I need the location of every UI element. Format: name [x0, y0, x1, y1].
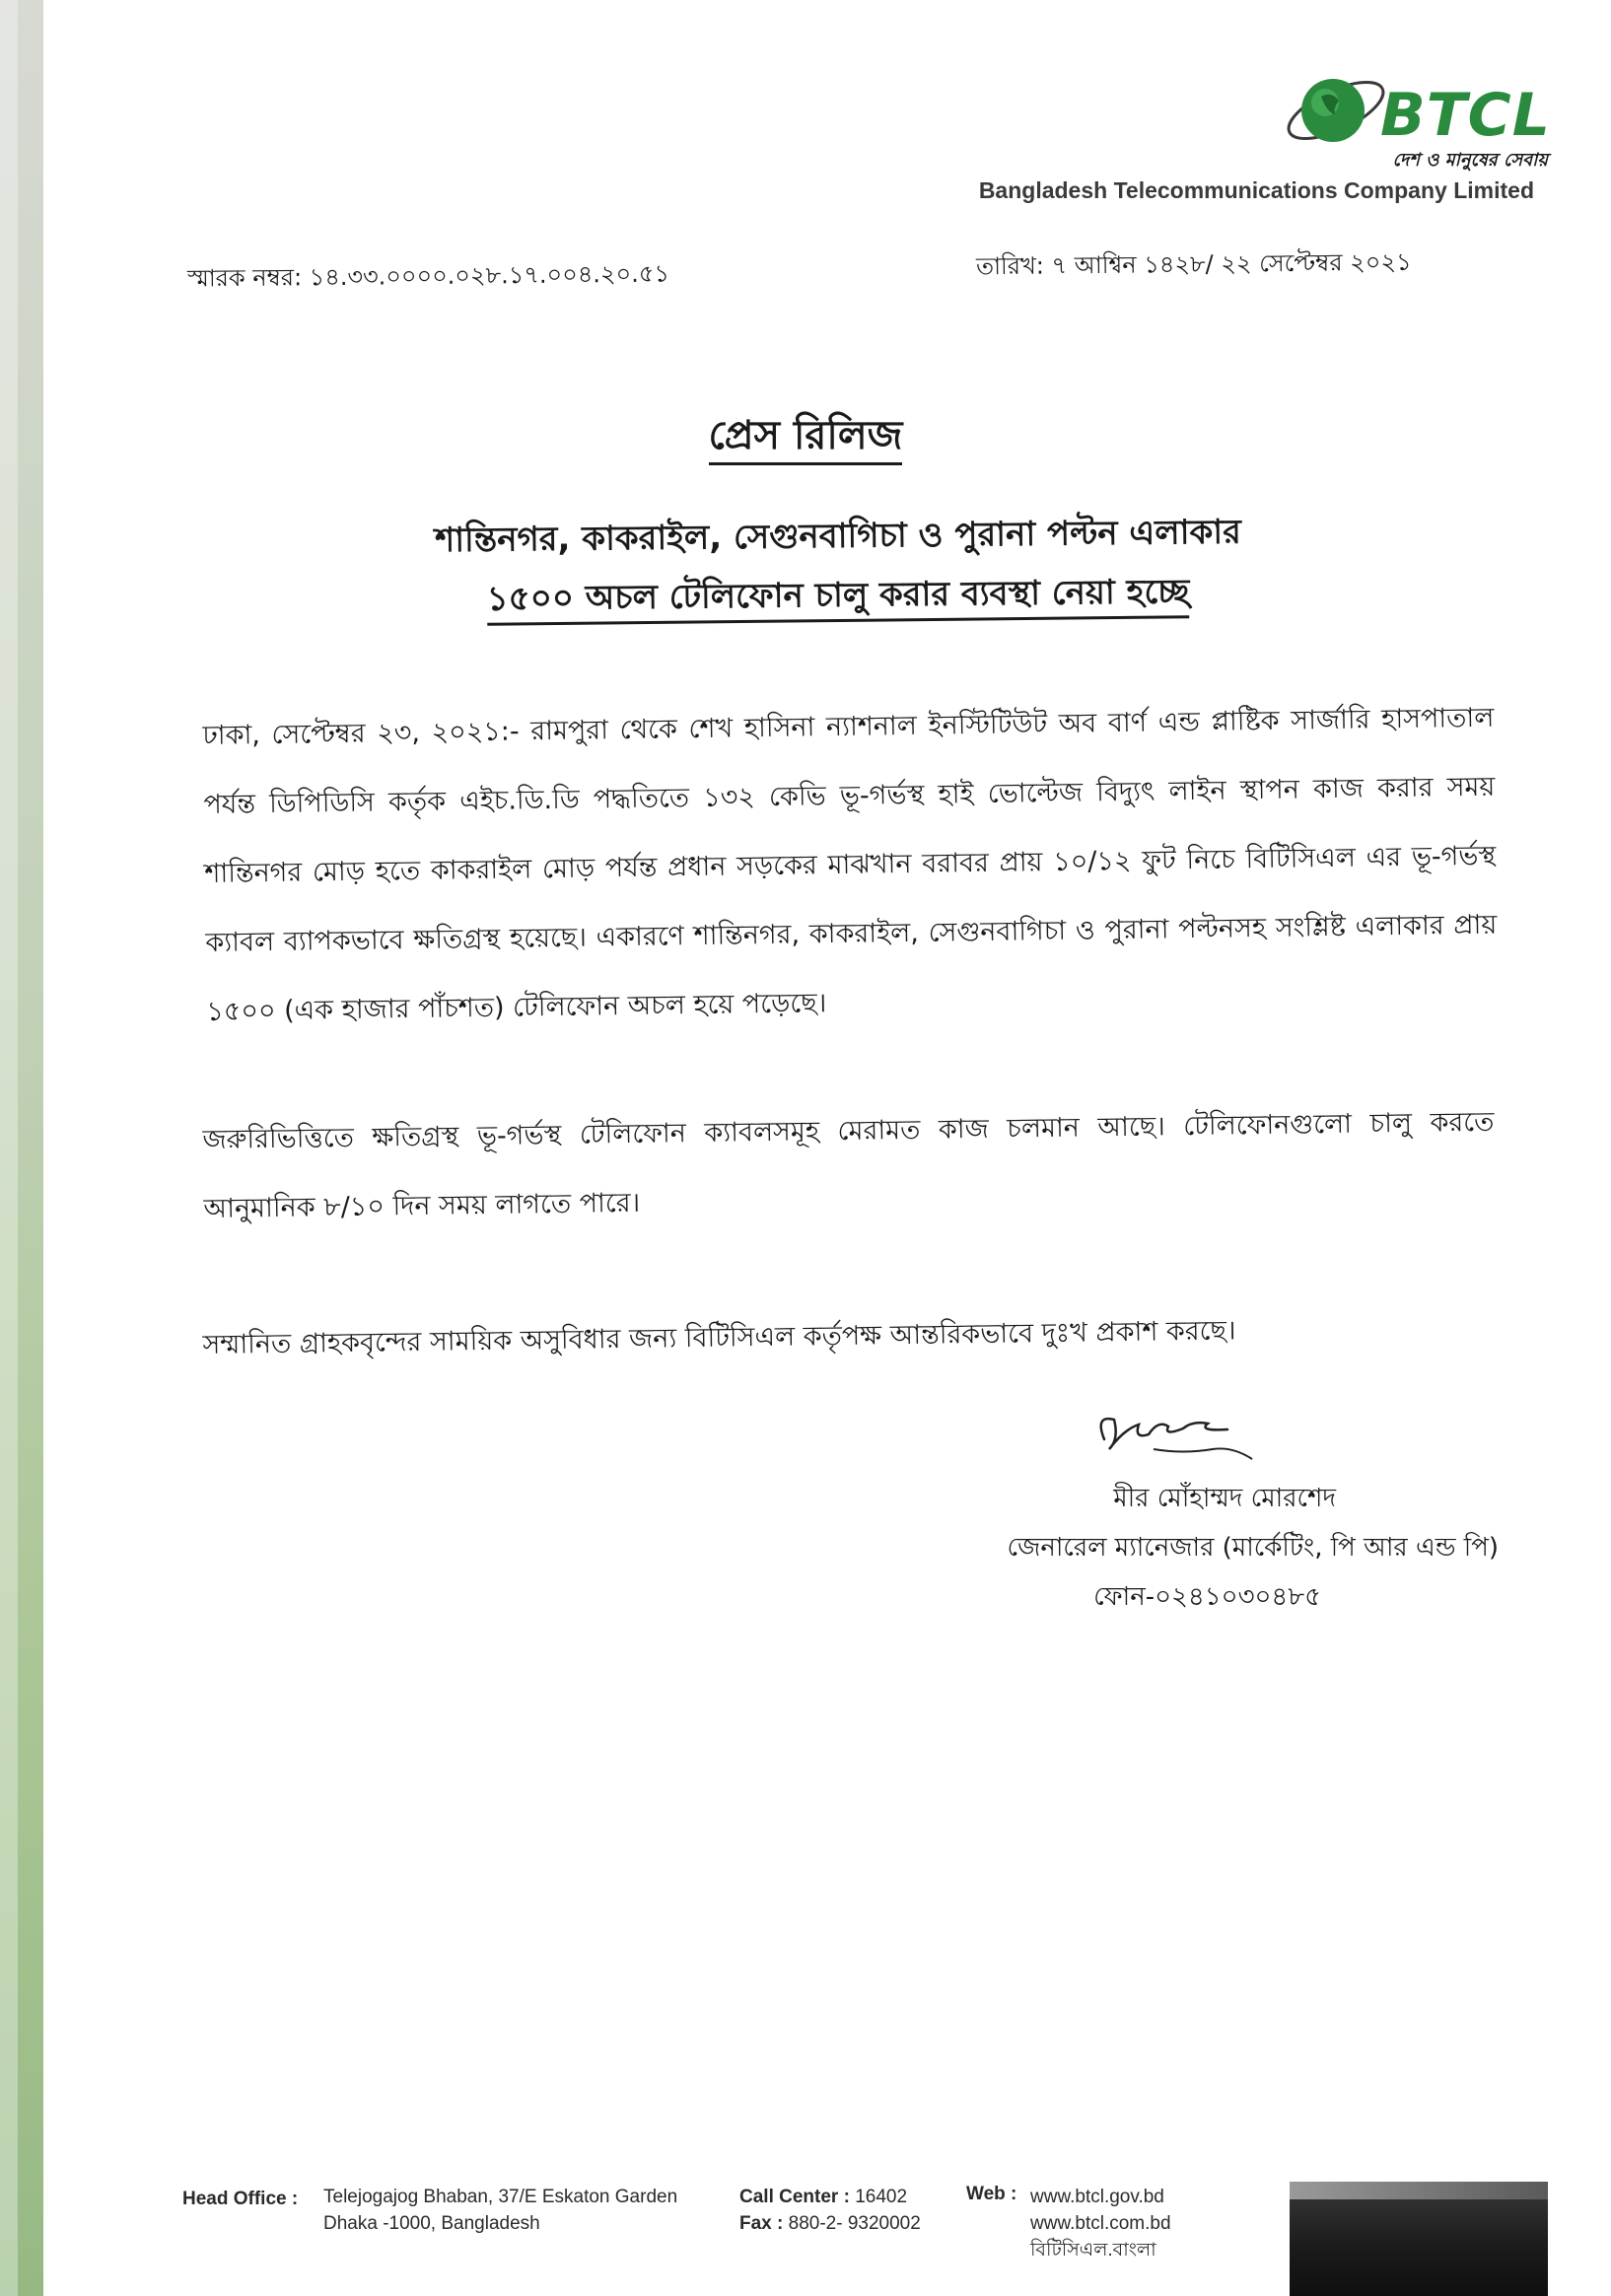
memo-number: স্মারক নম্বর: ১৪.৩৩.০০০০.০২৮.১৭.০০৪.২০.৫১: [186, 259, 670, 293]
logo-tagline: দেশ ও মানুষের সেবায়: [1392, 150, 1548, 171]
company-name: Bangladesh Telecommunications Company Limited: [978, 177, 1534, 203]
headline-line-1: শান্তিনগর, কাকরাইল, সেগুনবাগিচা ও পুরানা পল্টন এলাকার: [434, 512, 1242, 561]
page-title: [0, 404, 1611, 470]
address-line-1: Telejogajog Bhaban, 37/E Eskaton Garden: [323, 2187, 678, 2207]
btcl-logo: [1282, 59, 1551, 177]
headline-line-2-text: ১৫০০ অচল টেলিফোন চালু করার ব্যবস্থা নেয়া হচ্ছে: [486, 572, 1189, 625]
page-title-text: প্রেস রিলিজ: [709, 413, 903, 465]
web-link-gov[interactable]: www.btcl.gov.bd: [1030, 2187, 1164, 2207]
fax: [739, 2210, 921, 2237]
left-decorative-band: [0, 0, 43, 2296]
body-paragraph-3: সম্মানিত গ্রাহকবৃন্দের সাময়িক অসুবিধার জন্য বিটিসিএল কর্তৃপক্ষ আন্তরিকভাবে দুঃখ প্রকাশ করছে।: [202, 1315, 1236, 1360]
web-link-com[interactable]: www.btcl.com.bd: [1030, 2213, 1171, 2234]
fax-number: 880-2- 9320002: [788, 2213, 921, 2234]
call-center: [739, 2184, 907, 2210]
web-link-bangla[interactable]: বিটিসিএল.বাংলা: [1030, 2240, 1156, 2261]
globe-icon: [1282, 59, 1390, 158]
body-paragraph-1: ঢাকা, সেপ্টেম্বর ২৩, ২০২১:- রামপুরা থেকে শেখ হাসিনা ন্যাশনাল ইনস্টিটিউট অব বার্ণ এন্ড প্লাষ্টিক সার্জারি হাসপাতাল পর্যন্ত ডিপিডিসি কর্তৃক এইচ.ডি.ডি পদ্ধতিতে ১৩২ কেভি ভূ-গর্ভস্থ হাই ভোল্টেজ বিদ্যুৎ লাইন স্থাপন কাজ করার সময় শান্তিনগর মোড় হতে কাকরাইল মোড় পর্যন্ত প্রধান সড়কের মাঝখান বরাবর প্রায় ১০/১২ ফুট নিচে বিটিসিএল এর ভূ-গর্ভস্থ ক্যাবল ব্যাপকভাবে ক্ষতিগ্রস্থ হয়েছে। একারণে শান্তিনগর, কাকরাইল, সেগুনবাগিচা ও পুরানা পল্টনসহ সংশ্লিষ্ট এলাকার প্রায় ১৫০০ (এক হাজার পাঁচশত) টেলিফোন অচল হয়ে পড়েছে।: [202, 702, 1498, 1027]
web-label: Web :: [966, 2184, 1017, 2204]
signatory-phone: ফোন-০২৪১০৩০৪৮৫: [1093, 1582, 1321, 1612]
head-office-label: Head Office :: [182, 2189, 299, 2209]
call-center-number: 16402: [855, 2187, 908, 2207]
signatory-block: [986, 1474, 1499, 1622]
signatory-name: মীর মোঁহাম্মদ মোরশেদ: [1113, 1484, 1336, 1513]
fax-label: Fax :: [739, 2213, 784, 2234]
logo-text: BTCL: [1380, 81, 1551, 150]
footer-corner-graphic: [1290, 2182, 1548, 2296]
signatory-designation: জেনারেল ম্যানেজার (মার্কেটিং, পি আর এন্ড পি): [1007, 1533, 1499, 1563]
address-line-2: Dhaka -1000, Bangladesh: [323, 2213, 540, 2234]
call-center-label: Call Center :: [739, 2187, 850, 2207]
body-paragraph-2: জরুরিভিত্তিতে ক্ষতিগ্রস্থ ভূ-গর্ভস্থ টেলিফোন ক্যাবলসমূহ মেরামত কাজ চলমান আছে। টেলিফোনগুলো চালু করতে আনুমানিক ৮/১০ দিন সময় লাগতে পারে।: [202, 1106, 1495, 1224]
document-date: তারিখ: ৭ আশ্বিন ১৪২৮/ ২২ সেপ্টেম্বর ২০২১: [975, 247, 1412, 281]
handwritten-signature: [1085, 1400, 1321, 1479]
